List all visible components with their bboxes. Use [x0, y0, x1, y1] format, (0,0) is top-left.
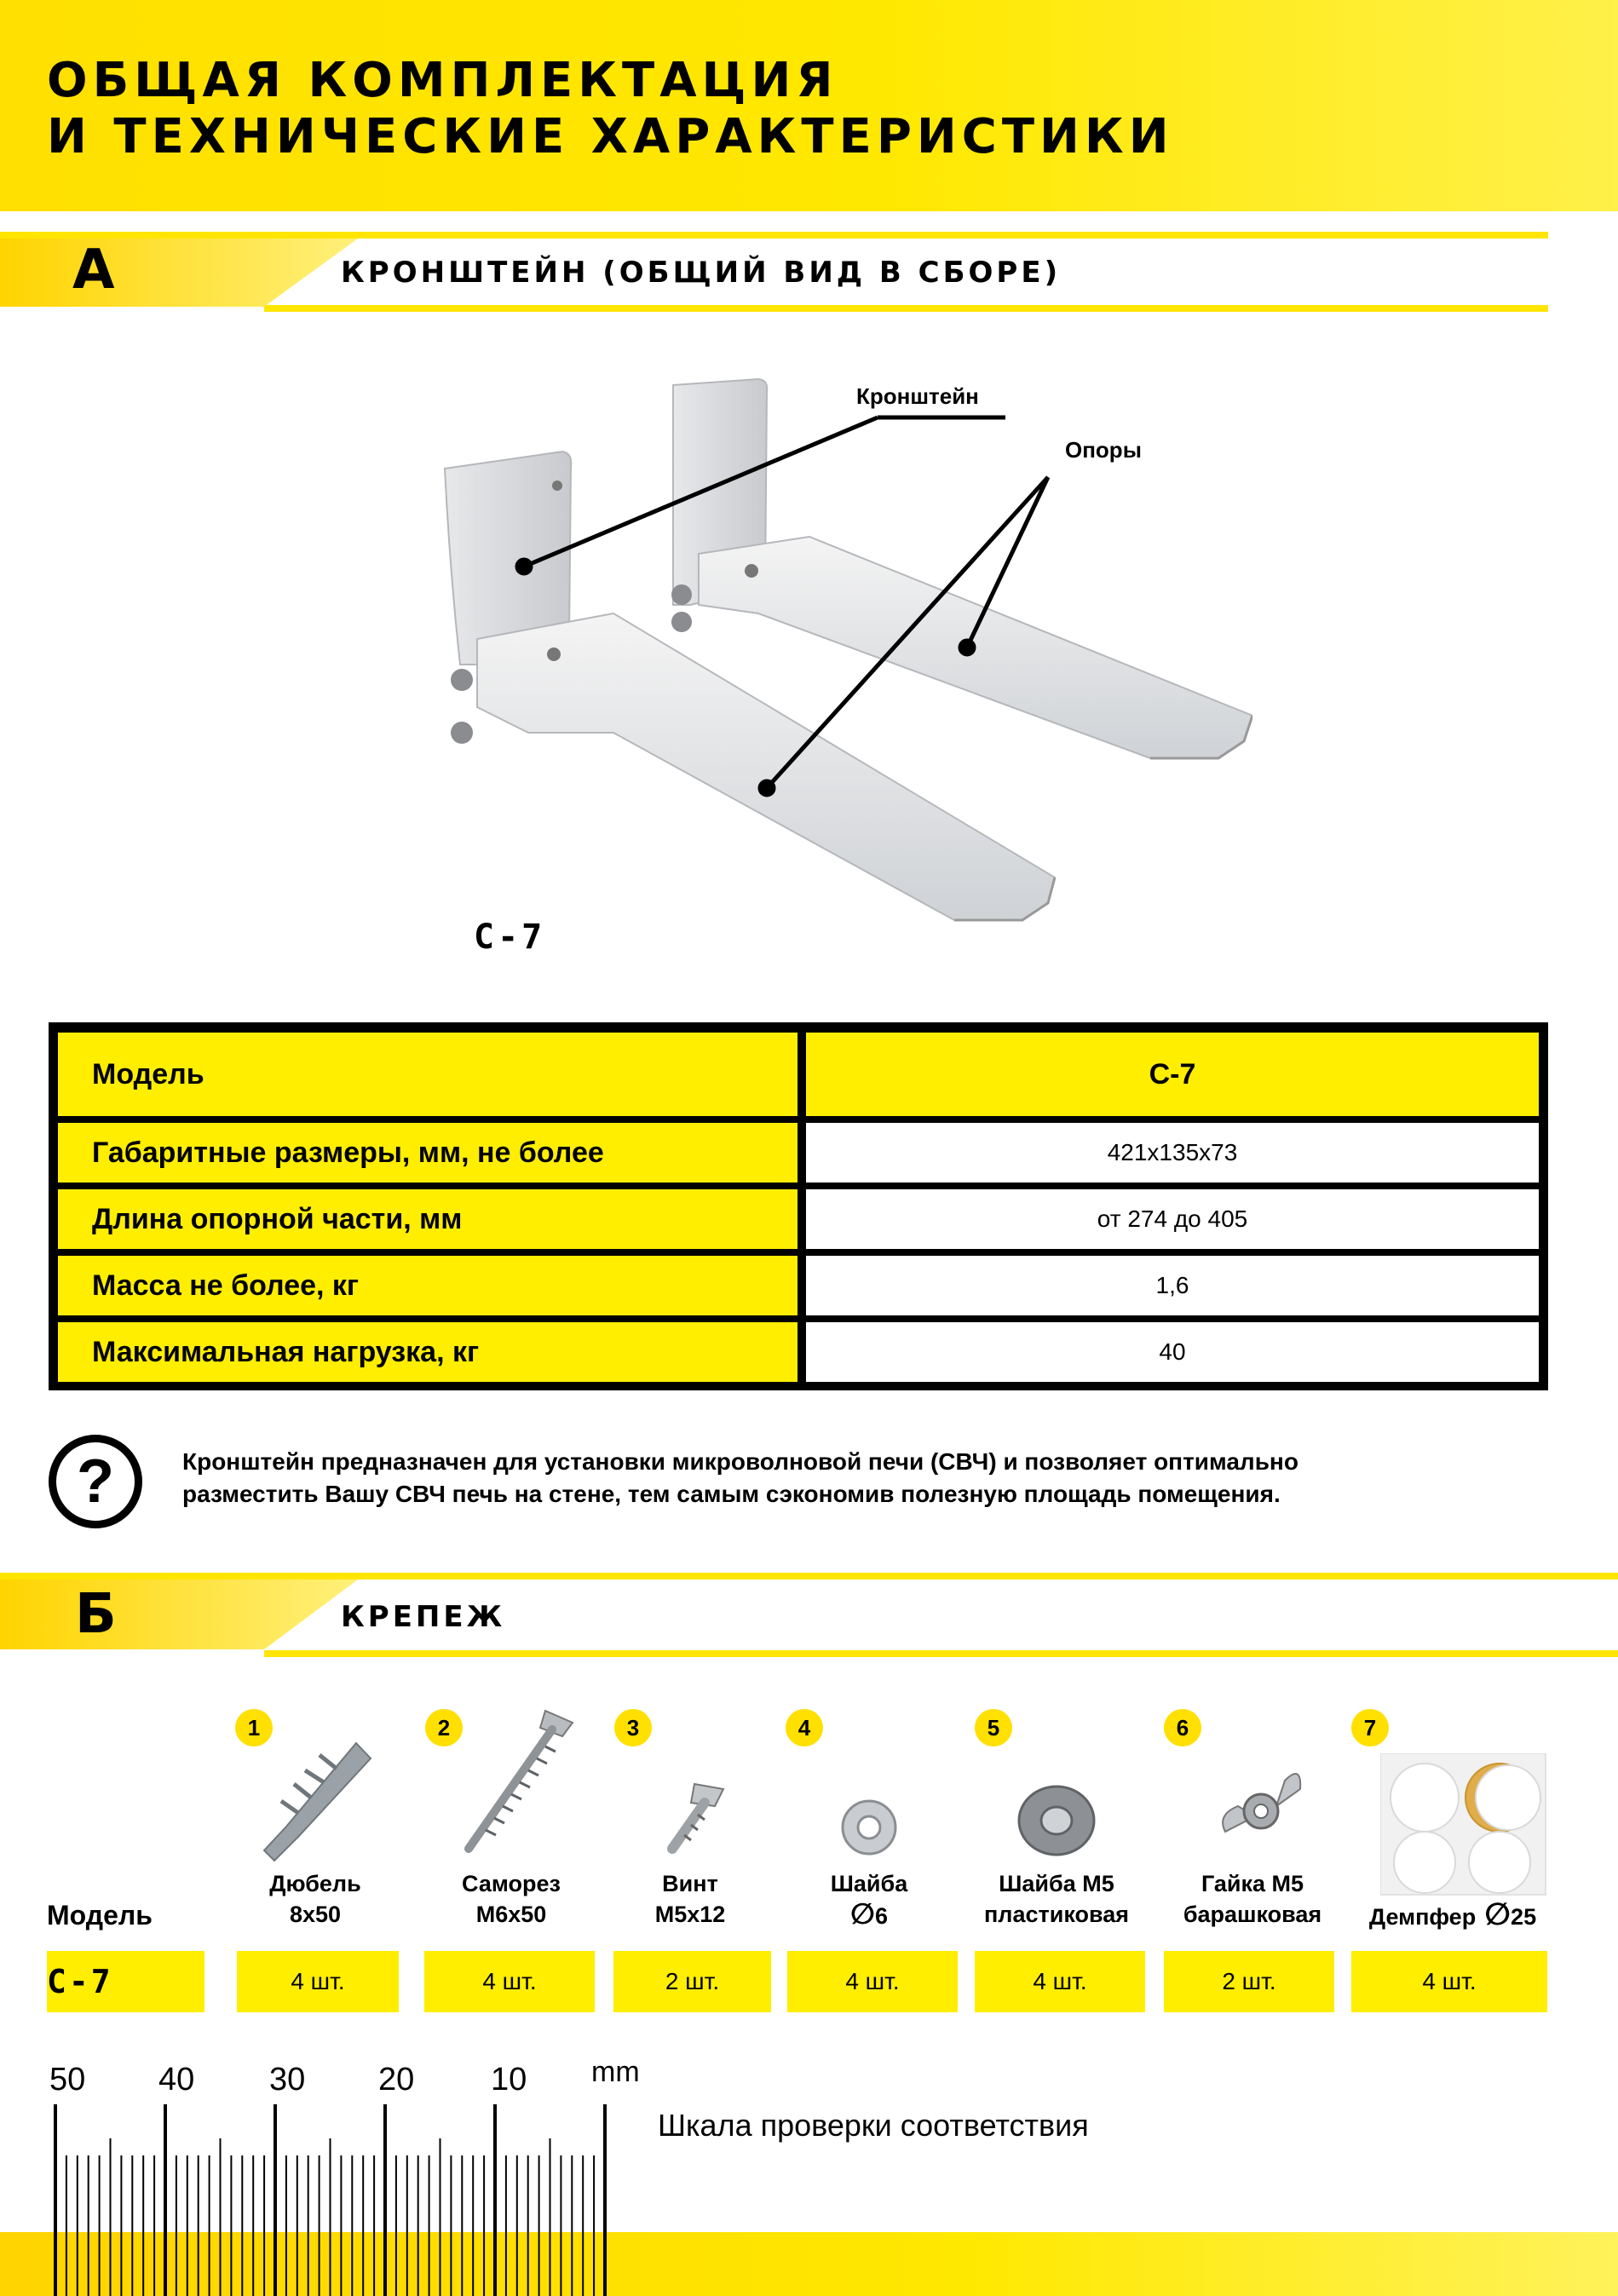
plastic-washer-icon — [1014, 1782, 1099, 1859]
scale-tick-label: 10 — [491, 2062, 527, 2097]
item-number: 1 — [235, 1709, 273, 1746]
item-label-line1: Дюбель — [269, 1871, 361, 1896]
section-a-bottom-rule — [264, 305, 1548, 312]
item-label — [622, 1868, 758, 1930]
qty-cell: 4 шт. — [1351, 1951, 1547, 2012]
item-number: 2 — [425, 1709, 463, 1746]
page-title-line1: ОБЩАЯ КОМПЛЕКТАЦИЯ — [47, 53, 838, 108]
damper-icon — [1380, 1753, 1551, 1898]
item-label-line2 — [797, 1899, 941, 1931]
table-row — [58, 1123, 1539, 1183]
item-label-line2: 8х50 — [289, 1902, 342, 1927]
dowel-icon — [256, 1735, 375, 1862]
item-label-line2: пластиковая — [984, 1902, 1129, 1927]
screw-icon — [460, 1704, 579, 1857]
section-b-bottom-rule — [264, 1650, 1618, 1657]
item-number: 3 — [614, 1709, 652, 1746]
qty-cell: 4 шт. — [787, 1951, 958, 2012]
section-a-top-rule — [0, 232, 1548, 239]
item-label — [797, 1868, 941, 1931]
qty-cell: 4 шт. — [975, 1951, 1145, 2012]
qty-cell: 4 шт. — [424, 1951, 595, 2012]
spec-table — [49, 1022, 1548, 1390]
section-b-band — [0, 1580, 358, 1651]
table-cell-label: Габаритные размеры, мм, не более — [58, 1123, 797, 1183]
item-label-line1: Винт — [662, 1871, 718, 1896]
item-label — [1350, 1896, 1555, 1932]
scale-ruler — [51, 2104, 631, 2296]
item-label-line2: М6х50 — [475, 1902, 547, 1927]
qty-cell: 2 шт. — [613, 1951, 771, 2012]
table-cell-value: 1,6 — [806, 1256, 1539, 1315]
item-label-line1: Шайба М5 — [999, 1871, 1114, 1896]
info-text — [182, 1446, 1563, 1511]
callout-supports: Опоры — [1065, 437, 1142, 463]
section-b-title: КРЕПЕЖ — [341, 1600, 506, 1634]
item-number: 4 — [786, 1709, 823, 1746]
table-row — [58, 1189, 1539, 1249]
wing-nut-icon — [1208, 1755, 1310, 1857]
table-cell-value: 421х135х73 — [806, 1123, 1539, 1183]
page-title — [47, 53, 1174, 165]
item-label-line1: Саморез — [462, 1871, 561, 1896]
callout-bracket: Кронштейн — [856, 383, 979, 409]
table-cell-value: С-7 — [806, 1033, 1539, 1116]
item-label — [967, 1868, 1146, 1930]
table-row — [58, 1322, 1539, 1382]
fasteners-model-label: Модель — [47, 1900, 153, 1931]
bolt-icon — [660, 1781, 728, 1857]
scale-tick-label: 40 — [158, 2062, 195, 2097]
washer-icon — [839, 1798, 899, 1857]
scale-tick-label: 50 — [49, 2062, 86, 2097]
qty-cell: 4 шт. — [237, 1951, 399, 2012]
scale-unit: mm — [591, 2056, 640, 2088]
item-label-line2: М5х12 — [654, 1902, 726, 1927]
section-a-band — [0, 239, 358, 310]
fasteners-model-mark: C-7 — [47, 1963, 113, 2000]
section-a-title: КРОНШТЕЙН (ОБЩИЙ ВИД В СБОРЕ) — [341, 256, 1062, 290]
scale-tick-label: 30 — [269, 2062, 306, 2097]
item-label-line1: Демпфер — [1368, 1904, 1477, 1930]
fasteners-model-cell — [47, 1951, 204, 2012]
item-label — [239, 1868, 392, 1930]
item-number: 7 — [1351, 1709, 1389, 1746]
scale-tick-label: 20 — [378, 2062, 415, 2097]
page-title-line2: И ТЕХНИЧЕСКИЕ ХАРАКТЕРИСТИКИ — [47, 109, 1174, 164]
model-mark: C-7 — [474, 918, 546, 957]
table-cell-value: 40 — [806, 1322, 1539, 1382]
diameter-icon: ∅ — [1476, 1896, 1511, 1931]
scale-label: Шкала проверки соответствия — [658, 2108, 1089, 2143]
item-label-line1: Гайка М5 — [1201, 1871, 1304, 1896]
question-circle-icon: ? — [49, 1435, 142, 1528]
info-text-line2: разместить Вашу СВЧ печь на стене, тем самым сэкономив полезную площадь помещения. — [182, 1481, 1281, 1507]
table-cell-value: от 274 до 405 — [806, 1189, 1539, 1249]
qty-cell: 2 шт. — [1164, 1951, 1334, 2012]
section-b-top-rule — [0, 1573, 1618, 1580]
item-label — [435, 1868, 588, 1930]
table-cell-label: Масса не более, кг — [58, 1256, 797, 1315]
diameter-icon: ∅ — [849, 1898, 876, 1931]
section-b-letter: Б — [75, 1583, 117, 1646]
table-cell-label: Длина опорной части, мм — [58, 1189, 797, 1249]
item-label — [1163, 1868, 1342, 1930]
info-text-line1: Кронштейн предназначен для установки микроволновой печи (СВЧ) и позволяет оптимально — [182, 1448, 1298, 1475]
table-cell-label: Максимальная нагрузка, кг — [58, 1322, 797, 1382]
item-size: 6 — [875, 1903, 889, 1929]
item-label-line2: барашковая — [1183, 1902, 1322, 1927]
table-row — [58, 1033, 1539, 1116]
table-row — [58, 1256, 1539, 1315]
item-label-line1: Шайба — [830, 1871, 908, 1896]
item-number: 6 — [1164, 1709, 1201, 1746]
table-cell-label: Модель — [58, 1033, 797, 1116]
item-number: 5 — [975, 1709, 1012, 1746]
section-a-letter: А — [72, 239, 115, 302]
item-size: 25 — [1511, 1904, 1537, 1930]
